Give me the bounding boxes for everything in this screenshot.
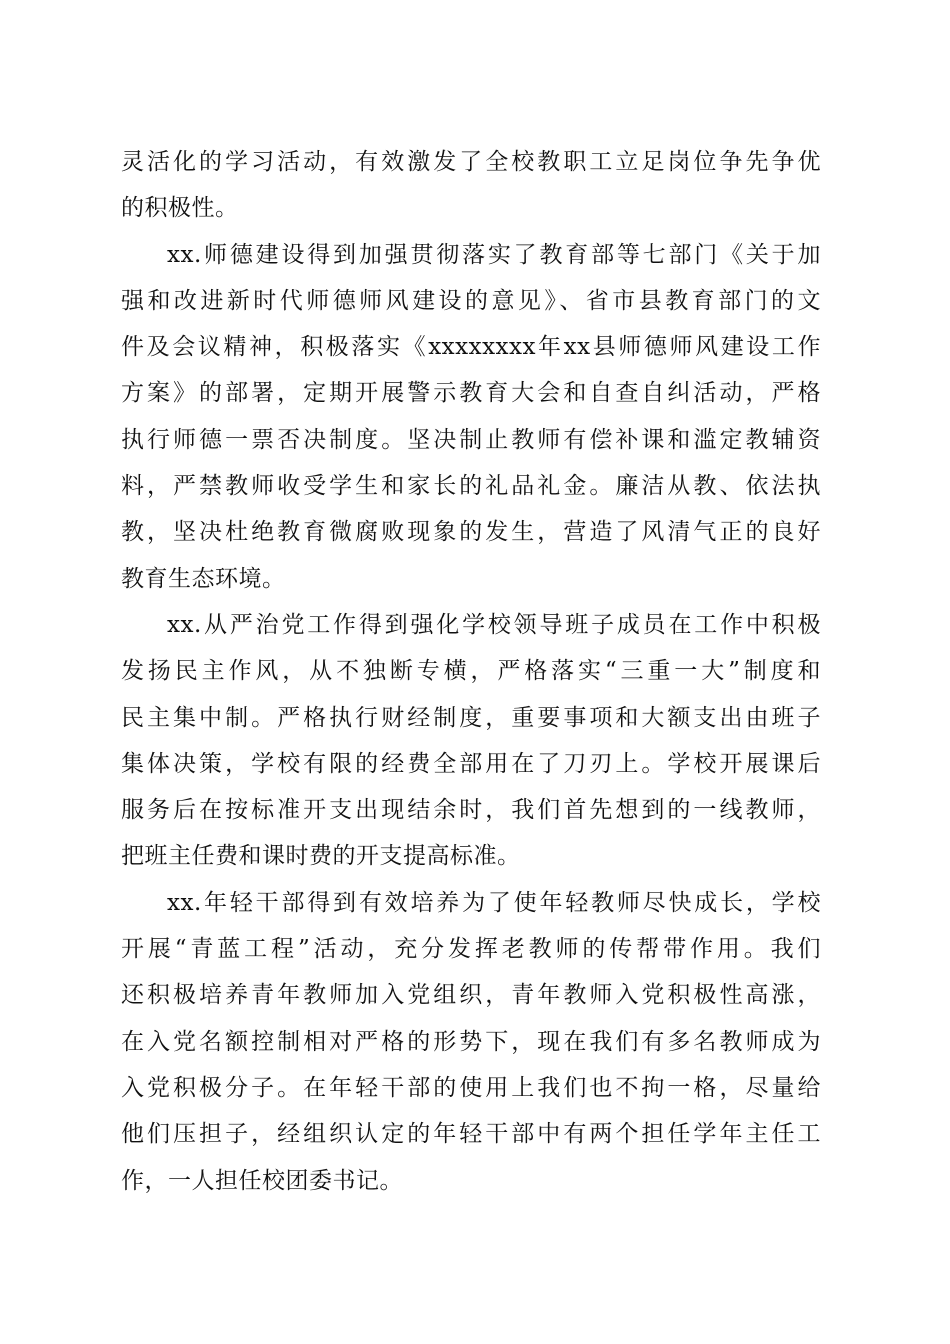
text-line: 强和改进新时代师德师风建设的意见》、省市县教育部门的文 — [121, 287, 821, 314]
text-line: 教，坚决杜绝教育微腐败现象的发生，营造了风清气正的良好 — [121, 519, 821, 546]
text-line: 作，一人担任校团委书记。 — [121, 1167, 403, 1194]
text-line: 教育生态环境。 — [121, 565, 286, 592]
text-line: 集体决策，学校有限的经费全部用在了刀刃上。学校开展课后 — [121, 750, 821, 777]
text-line: 民主集中制。严格执行财经制度，重要事项和大额支出由班子 — [121, 704, 821, 731]
text-line: 他们压担子，经组织认定的年轻干部中有两个担任学年主任工 — [121, 1121, 821, 1148]
paragraph-3-party-governance — [121, 602, 821, 880]
text-line: 料，严禁教师收受学生和家长的礼品礼金。廉洁从教、依法执 — [121, 473, 821, 500]
paragraph-4-young-cadres — [121, 880, 821, 1204]
text-line: 灵活化的学习活动，有效激发了全校教职工立足岗位争先争优 — [121, 149, 821, 175]
text-line: xx.年轻干部得到有效培养为了使年轻教师尽快成长，学校 — [167, 889, 821, 916]
text-line: 在入党名额控制相对严格的形势下，现在我们有多名教师成为 — [121, 1028, 821, 1055]
text-line: xx.从严治党工作得到强化学校领导班子成员在工作中积极 — [167, 611, 821, 638]
text-line: 开展“青蓝工程”活动，充分发挥老教师的传帮带作用。我们 — [121, 936, 821, 963]
text-line: 执行师德一票否决制度。坚决制止教师有偿补课和滥定教辅资 — [121, 426, 821, 453]
text-line: 的积极性。 — [121, 195, 239, 222]
text-line: xx.师德建设得到加强贯彻落实了教育部等七部门《关于加 — [167, 241, 821, 268]
paragraph-1 — [121, 139, 821, 232]
document-page — [121, 139, 821, 1204]
text-line: 把班主任费和课时费的开支提高标准。 — [121, 843, 521, 870]
text-line: 方案》的部署，定期开展警示教育大会和自查自纠活动，严格 — [121, 380, 821, 407]
text-line: 发扬民主作风，从不独断专横，严格落实“三重一大”制度和 — [121, 658, 821, 685]
text-line: 服务后在按标准开支出现结余时，我们首先想到的一线教师， — [121, 797, 821, 824]
text-line: 件及会议精神，积极落实《xxxxxxxx年xx县师德师风建设工作 — [121, 334, 821, 361]
text-line: 入党积极分子。在年轻干部的使用上我们也不拘一格，尽量给 — [121, 1074, 821, 1101]
paragraph-2-teacher-ethics — [121, 232, 821, 602]
text-line: 还积极培养青年教师加入党组织，青年教师入党积极性高涨， — [121, 982, 821, 1009]
